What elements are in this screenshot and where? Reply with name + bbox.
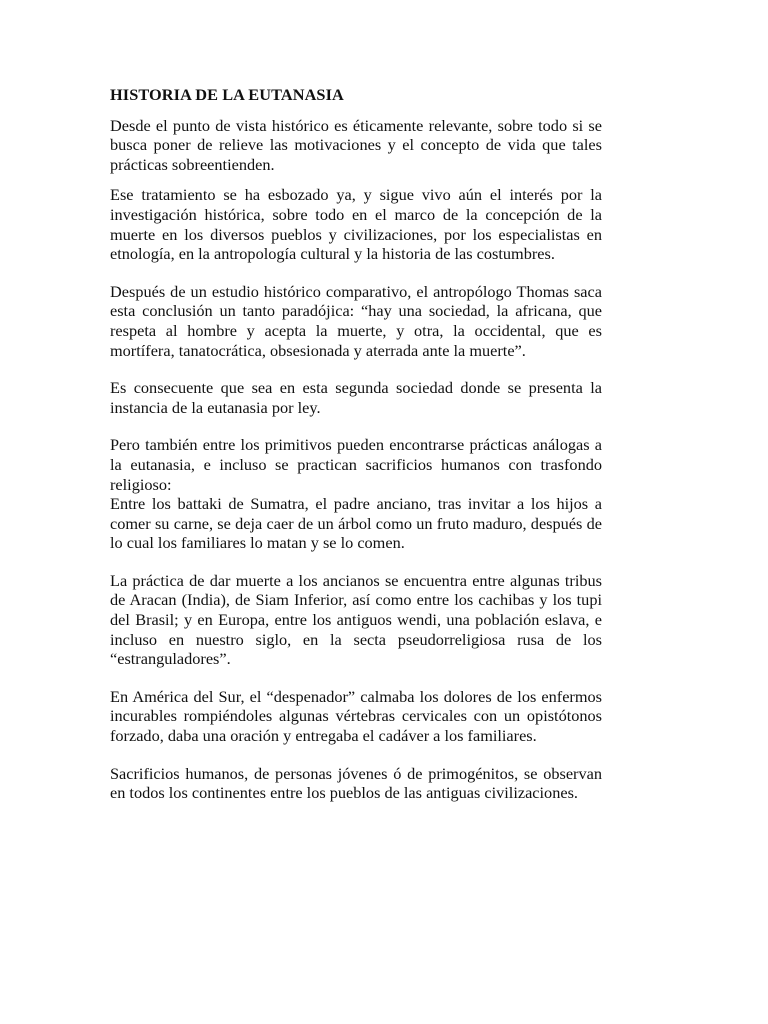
paragraph-treatment: Ese tratamiento se ha esbozado ya, y sigue vivo aún el interés por la investigación histórica, sobre todo en el marco de la concepción de la muerte en los diversos pueblos y civilizaciones, por los especialistas en etnología, en la antropología cultural y la historia de las costumbres. [110,185,602,264]
paragraph-historical-view: Desde el punto de vista histórico es éticamente relevante, sobre todo si se busca poner de relieve las motivaciones y el concepto de vida que tales prácticas sobreentienden. [110,115,602,174]
document-title: HISTORIA DE LA EUTANASIA [110,85,344,104]
paragraph-despenador: En América del Sur, el “despenador” calmaba los dolores de los enfermos incurables rompiéndoles algunas vértebras cervicales con un opistótonos forzado, daba una oración y entregaba el cadáver a los familiares. [110,686,602,746]
paragraph-human-sacrifices: Sacrificios humanos, de personas jóvenes ó de primogénitos, se observan en todos los continentes entre los pueblos de las antiguas civilizaciones. [110,763,602,803]
paragraph-elders-practice: La práctica de dar muerte a los ancianos se encuentra entre algunas tribus de Aracan (India), de Siam Inferior, así como entre los cachibas y los tupi del Brasil; y en Europa, entre los antiguos wendi, una población eslava, e incluso en nuestro siglo, en la secta pseudorreligiosa rusa de los “estranguladores”. [110,570,602,669]
document-page [110,85,602,803]
paragraph-second-society: Es consecuente que sea en esta segunda sociedad donde se presenta la instancia de la eutanasia por ley. [110,378,602,417]
paragraph-primitives: Pero también entre los primitivos pueden encontrarse prácticas análogas a la eutanasia, e incluso se practican sacrificios humanos con trasfondo religioso: [110,435,602,494]
paragraph-battaki: Entre los battaki de Sumatra, el padre anciano, tras invitar a los hijos a comer su carne, se deja caer de un árbol como un fruto maduro, después de lo cual los familiares lo matan y se lo comen. [110,494,602,553]
paragraph-thomas-conclusion: Después de un estudio histórico comparativo, el antropólogo Thomas saca esta conclusión un tanto paradójica: “hay una sociedad, la africana, que respeta al hombre y acepta la muerte, y otra, la occidental, que es mortífera, tanatocrática, obsesionada y aterrada ante la muerte”. [110,281,602,360]
